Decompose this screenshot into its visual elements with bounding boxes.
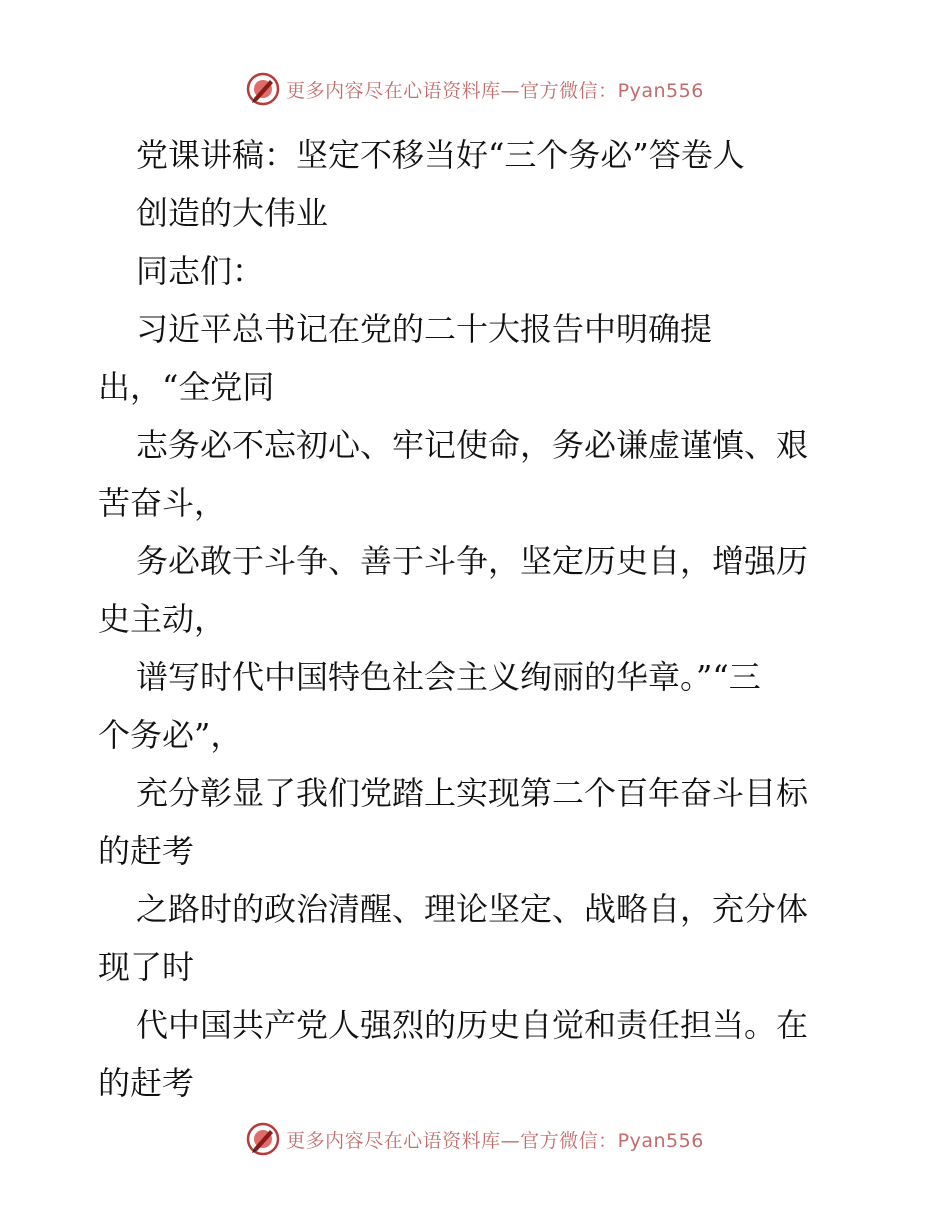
paragraph-line: 代中国共产党人强烈的历史自觉和责任担当。在	[136, 1006, 809, 1044]
paragraph-line: 的赶考	[98, 1064, 195, 1102]
paragraph-line: 谱写时代中国特色社会主义绚丽的华章。”“三	[136, 658, 761, 696]
paragraph-line: 充分彰显了我们党踏上实现第二个百年奋斗目标	[136, 774, 809, 812]
paragraph-line: 的赶考	[98, 832, 195, 870]
document-body	[98, 126, 858, 1112]
header-watermark	[0, 72, 950, 106]
paragraph-line: 出，“全党同	[98, 368, 275, 406]
salutation: 同志们：	[136, 252, 265, 290]
paragraph-line: 之路时的政治清醒、理论坚定、战略自，充分体	[136, 890, 809, 928]
header-watermark-text: 更多内容尽在心语资料库—官方微信：Pyan556	[286, 79, 704, 102]
paragraph-line: 志务必不忘初心、牢记使命，务必谦虚谨慎、艰	[136, 426, 809, 464]
paragraph-line: 习近平总书记在党的二十大报告中明确提	[136, 310, 713, 348]
paragraph-line: 史主动，	[98, 600, 227, 638]
footer-watermark-text: 更多内容尽在心语资料库—官方微信：Pyan556	[286, 1129, 704, 1152]
pen-logo-icon	[246, 1122, 280, 1156]
paragraph-line: 苦奋斗，	[98, 484, 227, 522]
paragraph-line: 现了时	[98, 948, 195, 986]
title-line-2: 创造的大伟业	[136, 194, 329, 232]
paragraph-line: 个务必”，	[98, 716, 243, 754]
pen-logo-icon	[246, 72, 280, 106]
title-line-1: 党课讲稿：坚定不移当好“三个务必”答卷人	[136, 136, 745, 174]
footer-watermark	[0, 1122, 950, 1156]
paragraph-line: 务必敢于斗争、善于斗争，坚定历史自，增强历	[136, 542, 809, 580]
